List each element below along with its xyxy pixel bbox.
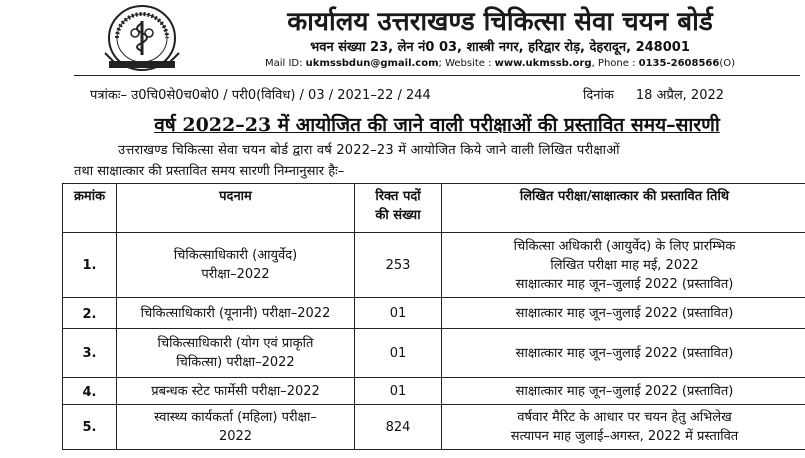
row-schedule: साक्षात्कार माह जून–जुलाई 2022 (प्रस्तावित) xyxy=(442,298,805,329)
intro-line-2: तथा साक्षात्कार की प्रस्तावित समय सारणी निम्नानुसार हैः– xyxy=(74,164,345,179)
intro-line-1: उत्तराखण्ड चिकित्सा सेवा चयन बोर्ड द्वारा वर्ष 2022–23 में आयोजित किये जाने वाली लिखित परीक्षाओं xyxy=(118,143,620,158)
website-label: ; Website : xyxy=(438,58,495,69)
row-vacancies: 01 xyxy=(355,378,442,405)
post-line: स्वास्थ्य कार्यकर्ता (महिला) परीक्षा– xyxy=(154,410,317,425)
post-line: 2022 xyxy=(218,429,253,444)
post-line: परीक्षा–2022 xyxy=(201,267,270,282)
table-row xyxy=(63,298,805,329)
header-vacancies-line-1: रिक्त पदों xyxy=(375,189,421,204)
date-label: दिनांक xyxy=(583,88,614,103)
table-row xyxy=(63,405,805,450)
schedule-line: लिखित परीक्षा माह मई, 2022 xyxy=(550,257,699,273)
row-schedule: साक्षात्कार माह जून–जुलाई 2022 (प्रस्तावित) xyxy=(442,329,805,378)
row-schedule xyxy=(442,405,805,450)
date-value: 18 अप्रैल, 2022 xyxy=(635,88,725,103)
phone-suffix: (O) xyxy=(719,58,736,69)
header-post: पदनाम xyxy=(117,184,355,233)
phone-label: , Phone : xyxy=(591,58,639,69)
row-schedule xyxy=(442,233,805,298)
row-vacancies: 01 xyxy=(355,329,442,378)
document-heading: वर्ष 2022–23 में आयोजित की जाने वाली परीक्षाओं की प्रस्तावित समय–सारणी xyxy=(154,114,720,136)
row-vacancies: 253 xyxy=(355,233,442,298)
post-line: चिकित्सा) परीक्षा–2022 xyxy=(176,355,295,370)
row-serial: 3. xyxy=(63,329,117,378)
reference-number: पत्रांकः– उ0चि0से0च0बो0 / परी0(विविध) / 03 / 2021–22 / 244 xyxy=(90,88,431,103)
header-schedule: लिखित परीक्षा/साक्षात्कार की प्रस्तावित तिथि xyxy=(442,184,805,233)
row-serial: 4. xyxy=(63,378,117,405)
row-serial: 1. xyxy=(63,233,117,298)
document-date xyxy=(583,85,724,103)
row-post xyxy=(117,329,355,378)
schedule-line: सत्यापन माह जुलाई–अगस्त, 2022 में प्रस्तावित xyxy=(510,429,739,444)
row-vacancies: 824 xyxy=(355,405,442,450)
row-post xyxy=(117,233,355,298)
header-vacancies-line-2: की संख्या xyxy=(375,208,421,223)
organization-address: भवन संख्या 23, लेन नं0 03, शास्त्री नगर, हरिद्वार रोड़, देहरादून, 248001 xyxy=(310,40,690,55)
post-line: चिकित्साधिकारी (योग एवं प्राकृति xyxy=(157,336,314,351)
header-serial: क्रमांक xyxy=(63,184,117,233)
row-serial: 5. xyxy=(63,405,117,450)
table-row xyxy=(63,329,805,378)
row-post: चिकित्साधिकारी (यूनानी) परीक्षा–2022 xyxy=(117,298,355,329)
board-seal-logo xyxy=(97,3,187,73)
schedule-line: चिकित्सा अधिकारी (आयुर्वेद) के लिए प्रारम्भिक xyxy=(513,238,736,254)
table-header-row xyxy=(63,184,805,233)
row-schedule: साक्षात्कार माह जून–जुलाई 2022 (प्रस्तावित) xyxy=(442,378,805,405)
organization-contact xyxy=(200,58,800,69)
phone-value: 0135-2608566 xyxy=(638,58,720,69)
mail-label: Mail ID: xyxy=(264,58,306,69)
row-post xyxy=(117,405,355,450)
table-row xyxy=(63,233,805,298)
table-row xyxy=(63,378,805,405)
header-divider xyxy=(74,75,800,76)
schedule-line: वर्षवार मैरिट के आधार पर चयन हेतु अभिलेख xyxy=(517,410,732,425)
post-line: चिकित्साधिकारी (आयुर्वेद) xyxy=(173,248,298,263)
schedule-line: साक्षात्कार माह जून–जुलाई 2022 (प्रस्तावित) xyxy=(515,276,734,292)
row-post: प्रबन्धक स्टेट फार्मेसी परीक्षा–2022 xyxy=(117,378,355,405)
mail-value: ukmssbdun@gmail.com xyxy=(305,58,439,69)
header-vacancies xyxy=(355,184,442,233)
intro-paragraph xyxy=(74,140,764,182)
schedule-table xyxy=(62,183,805,450)
organization-title: कार्यालय उत्तराखण्ड चिकित्सा सेवा चयन बोर्ड xyxy=(287,7,713,37)
row-serial: 2. xyxy=(63,298,117,329)
website-value: www.ukmssb.org xyxy=(494,58,592,69)
row-vacancies: 01 xyxy=(355,298,442,329)
